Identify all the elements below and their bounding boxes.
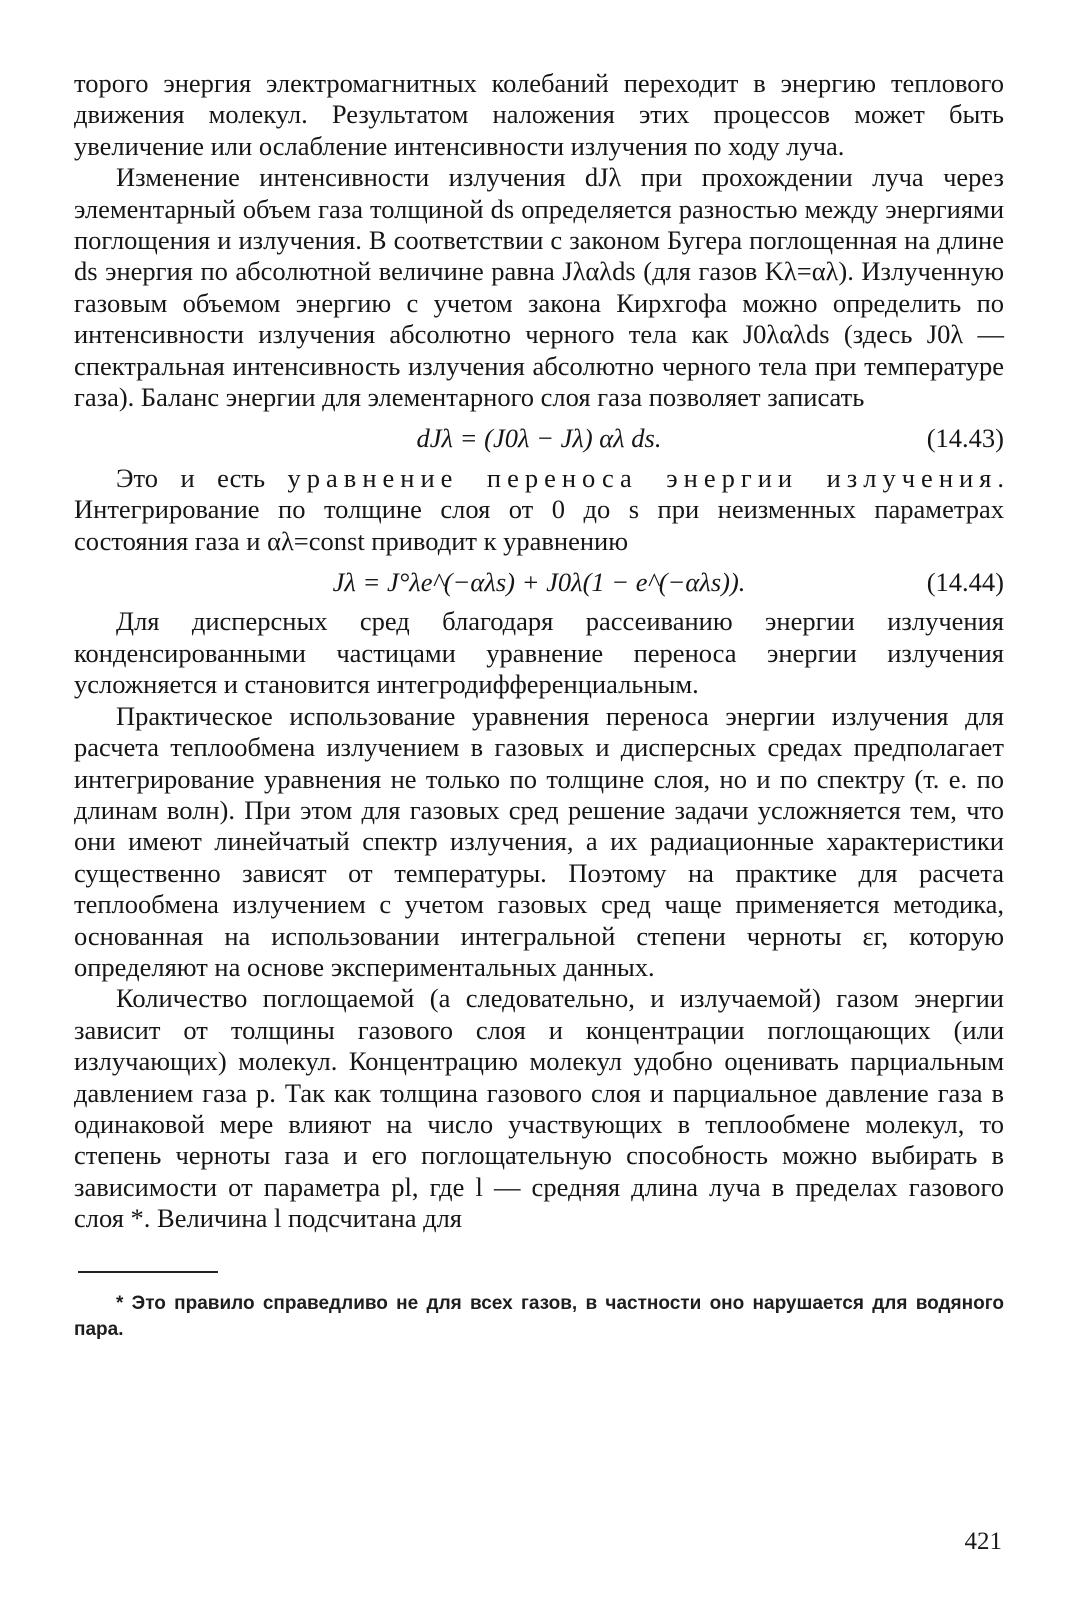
paragraph-5: Практическое использование уравнения переноса энергии излучения для расчета теплообмена излучением в газовых и дисперсных средах предполагает интегрирование уравнения не только по толщине слоя, но и по спектру (т. е. по длинам волн). При этом для газовых сред решение задачи усложняется тем, что они имеют линейчатый спектр излучения, а их радиационные характеристики существенно зависят от температуры. Поэтому на практике для расчета теплообмена излучением с учетом газовых сред чаще применяется методика, основанная на использовании интегральной степени черноты εг, которую определяют на основе экспериментальных данных. [74,700,1004,982]
paragraph-2: Изменение интенсивности излучения dJλ при прохождении луча через элементарный объем газа толщиной ds определяется разностью между энергиями поглощения и излучения. В соответствии с законом Бугера поглощенная на длине ds энергия по абсолютной величине равна Jλαλds (для газов Kλ=αλ). Излученную газовым объемом энергию с учетом закона Кирхгофа можно определить по интенсивности излучения абсолютно черного тела как J0λαλds (здесь J0λ — спектральная интенсивность излучения абсолютно черного тела при температуре газа). Баланс энергии для элементарного слоя газа позволяет записать [74,162,1004,413]
emphasized-term: уравнение переноса энергии излучения [287,462,998,493]
footnote: * Это правило справедливо не для всех газов, в частности оно нарушается для водяного пара. [74,1292,1004,1340]
page-body [74,68,1004,1343]
equation-number: (14.43) [926,423,1004,454]
footnote-divider [78,1271,218,1273]
paragraph-3-lead: Это и есть [116,462,266,493]
paragraph-3-rest: . Интегрирование по толщине слоя от 0 до s при неизменных параметрах состояния газа и αλ=const приводит к уравнению [74,462,1004,556]
paragraph-1: торого энергия электромагнитных колебаний переходит в энергию теплового движения молекул. Результатом наложения этих процессов может быть увеличение или ослабление интенсивности излучения по ходу луча. [74,68,1004,161]
page-number: 421 [964,1528,1002,1555]
paragraph-4: Для дисперсных сред благодаря рассеиванию энергии излучения конденсированными частицами уравнение переноса энергии излучения усложняется и становится интегродифференциальным. [74,606,1004,700]
paragraph-6: Количество поглощаемой (а следовательно, и излучаемой) газом энергии зависит от толщины газового слоя и концентрации поглощающих (или излучающих) молекул. Концентрацию молекул удобно оценивать парциальным давлением газа p. Так как толщина газового слоя и парциальное давление газа в одинаковой мере влияют на число участвующих в теплообмене молекул, то степень черноты газа и его поглощательную способность можно выбирать в зависимости от параметра pl, где l — средняя длина луча в пределах газового слоя *. Величина l подсчитана для [74,983,1004,1234]
equation-number: (14.44) [926,567,1004,598]
equation-formula: dJλ = (J0λ − Jλ) αλ ds. [416,423,662,454]
equation-formula: Jλ = J°λe^(−αλs) + J0λ(1 − e^(−αλs)). [332,567,746,598]
paragraph-3 [74,463,1004,557]
equation-14-44 [74,567,1004,598]
equation-14-43 [74,423,1004,454]
